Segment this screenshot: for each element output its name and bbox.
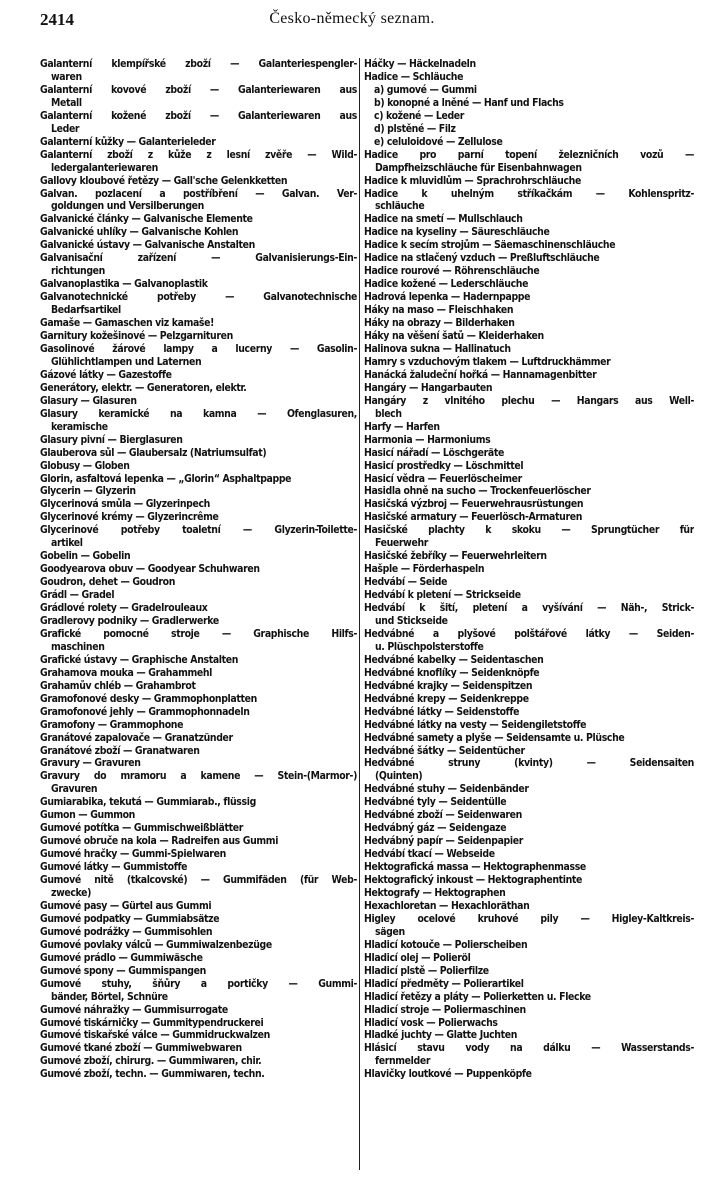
entry-term: Gasolinové žárové lampy a lucerny — Gasolin-	[40, 342, 357, 355]
entry-term: Hektografický inkoust — Hektographentinte	[364, 874, 583, 887]
entry-term: Hadice — Schläuche	[364, 70, 464, 83]
entry-term: Glycerinové potřeby toaletní — Glyzerin-Toilette-	[40, 524, 357, 537]
entry-term: Hedvábí — Seide	[364, 576, 448, 589]
index-entry	[364, 330, 694, 343]
index-entry	[364, 356, 694, 369]
entry-term: Hedvábí tkací — Webseide	[364, 848, 495, 861]
index-entry	[364, 421, 694, 434]
index-entry	[364, 265, 694, 278]
entry-term: Hladicí řetězy a pláty — Polierketten u. Flecke	[364, 990, 591, 1003]
entry-term: Gumové obruče na kola — Radreifen aus Gummi	[40, 835, 279, 848]
index-entry	[40, 576, 357, 589]
entry-term: Hadice kožené — Lederschläuche	[364, 278, 529, 291]
index-entry	[40, 874, 357, 900]
index-entry	[364, 745, 694, 758]
index-entry	[364, 1042, 694, 1068]
index-entry	[40, 965, 357, 978]
entry-term: Glasury keramické na kamna — Ofenglasuren,	[40, 407, 357, 420]
index-entry	[364, 498, 694, 511]
entry-term: Harmonia — Harmoniums	[364, 433, 491, 446]
index-entry	[364, 188, 694, 214]
index-entry	[364, 71, 694, 84]
entry-term: Hasicí vědra — Feuerlöscheimer	[364, 472, 522, 485]
index-entry	[364, 1004, 694, 1017]
entry-continuation: fernmelder	[375, 1055, 431, 1068]
index-entry	[40, 110, 357, 136]
entry-continuation: keramische	[51, 420, 108, 433]
entry-term: Hadice na smetí — Mullschlauch	[364, 213, 523, 226]
entry-term: Grádl — Gradel	[40, 589, 115, 602]
entry-term: Gravury do mramoru a kamene — Stein-(Marmor-)	[40, 770, 357, 783]
entry-term: Galanterní kožené zboží — Galanteriewaren aus	[40, 109, 357, 122]
index-entry	[364, 369, 694, 382]
index-entry	[364, 952, 694, 965]
index-entry	[364, 175, 694, 188]
entry-term: Gázové látky — Gazestoffe	[40, 368, 172, 381]
index-entry	[40, 498, 357, 511]
entry-term: Galvanotechnické potřeby — Galvanotechnische	[40, 291, 357, 304]
entry-term: Hangáry z vlnitého plechu — Hangars aus Well-	[364, 394, 694, 407]
index-entry	[364, 1029, 694, 1042]
index-entry	[40, 900, 357, 913]
index-entry	[364, 822, 694, 835]
index-entry	[364, 447, 694, 460]
entry-term: Háčky — Häckelnadeln	[364, 58, 476, 70]
entry-term: Gradlerovy podniky — Gradlerwerke	[40, 614, 219, 627]
index-entry	[364, 226, 694, 239]
index-entry	[40, 485, 357, 498]
entry-continuation: zwecke)	[51, 887, 92, 899]
index-entry	[40, 602, 357, 615]
entry-term: Hadice na stlačený vzduch — Preßluftschläuche	[364, 252, 600, 265]
index-entry	[364, 291, 694, 304]
entry-continuation: sägen	[375, 925, 405, 938]
entry-term: Galvanoplastika — Galvanoplastik	[40, 278, 208, 291]
entry-term: Hektografická massa — Hektographenmasse	[364, 861, 586, 874]
index-entry	[40, 939, 357, 952]
index-entry	[40, 654, 357, 667]
entry-term: Hedvábné látky — Seidenstoffe	[364, 705, 520, 718]
index-entry	[40, 239, 357, 252]
entry-term: Hedvábné látky na vesty — Seidengiletstoffe	[364, 718, 587, 731]
index-entry	[40, 550, 357, 563]
entry-term: Galanterní zboží z kůže z lesní zvěře — Wild-	[40, 148, 357, 161]
entry-term: Gumon — Gummon	[40, 809, 135, 822]
index-entry	[364, 434, 694, 447]
index-entry	[364, 473, 694, 486]
index-entry	[364, 97, 694, 110]
entry-term: c) kožené — Leder	[374, 109, 465, 122]
index-entry	[40, 278, 357, 291]
entry-term: Hlavičky loutkové — Puppenköpfe	[364, 1068, 532, 1081]
entry-term: Gumové pasy — Gürtel aus Gummi	[40, 899, 212, 912]
entry-term: Galanterní kůžky — Galanterieleder	[40, 135, 216, 148]
entry-term: Granátové zboží — Granatwaren	[40, 744, 200, 757]
entry-continuation: artikel	[51, 537, 83, 550]
index-entry	[40, 188, 357, 214]
entry-continuation: richtungen	[51, 265, 105, 278]
index-entry	[364, 460, 694, 473]
entry-term: Glycerinová smůla — Glyzerinpech	[40, 498, 210, 511]
entry-term: Hasidla ohně na sucho — Trockenfeuerlöscher	[364, 485, 591, 498]
index-entry	[40, 330, 357, 343]
entry-term: Gumiarabika, tekutá — Gummiarab., flüssig	[40, 796, 256, 809]
entry-term: Grádlové rolety — Gradelrouleaux	[40, 602, 208, 615]
entry-term: Gumové spony — Gummispangen	[40, 964, 206, 977]
entry-term: Gumové prádlo — Gummiwäsche	[40, 951, 203, 964]
entry-term: Grafické pomocné stroje — Graphische Hilfs-	[40, 627, 357, 640]
page-header	[40, 10, 664, 34]
left-column	[40, 58, 357, 1081]
entry-term: Hadice k mluvidlům — Sprachrohrschläuche	[364, 174, 581, 187]
entry-term: Gobelin — Gobelin	[40, 550, 131, 563]
entry-term: a) gumové — Gummi	[374, 83, 477, 96]
index-entry	[364, 550, 694, 563]
index-entry	[364, 395, 694, 421]
entry-term: Hedvábné samety a plyše — Seidensamte u. Plüsche	[364, 731, 625, 744]
index-entry	[40, 1042, 357, 1055]
index-entry	[40, 848, 357, 861]
index-entry	[364, 991, 694, 1004]
entry-continuation: bänder, Börtel, Schnüre	[51, 990, 168, 1003]
entry-term: Háky na obrazy — Bilderhaken	[364, 317, 515, 330]
index-entry	[364, 84, 694, 97]
entry-term: Hasičská výzbroj — Feuerwehrausrüstungen	[364, 498, 584, 511]
entry-continuation: Feuerwehr	[375, 537, 429, 550]
entry-term: Hladicí stroje — Poliermaschinen	[364, 1003, 526, 1016]
entry-continuation: u. Plüschpolsterstoffe	[375, 640, 484, 653]
index-entry	[40, 252, 357, 278]
index-entry	[364, 1068, 694, 1081]
entry-term: Gumové potítka — Gummischweißblätter	[40, 822, 243, 835]
index-entry	[364, 252, 694, 265]
index-entry	[40, 913, 357, 926]
index-entry	[40, 770, 357, 796]
index-entry	[364, 628, 694, 654]
index-entry	[40, 745, 357, 758]
entry-term: Hasičské žebříky — Feuerwehrleitern	[364, 550, 547, 563]
entry-term: Hedvábné stuhy — Seidenbänder	[364, 783, 529, 796]
entry-term: Hedvábné struny (kvinty) — Seidensaiten	[364, 757, 694, 770]
index-entry	[40, 434, 357, 447]
index-entry	[40, 563, 357, 576]
entry-term: Hexachloretan — Hexachloräthan	[364, 899, 530, 912]
entry-term: Hladké juchty — Glatte Juchten	[364, 1029, 518, 1042]
index-entry	[40, 408, 357, 434]
entry-term: Hasičské armatury — Feuerlösch-Armaturen	[364, 511, 583, 524]
index-entry	[40, 757, 357, 770]
entry-term: Glorin, asfaltová lepenka — „Glorin“ Asphaltpappe	[40, 472, 292, 485]
index-entry	[364, 239, 694, 252]
entry-term: Glasury pivní — Bierglasuren	[40, 433, 183, 446]
index-entry	[40, 926, 357, 939]
entry-term: Hedvábný gáz — Seidengaze	[364, 822, 507, 835]
index-entry	[364, 654, 694, 667]
index-entry	[364, 589, 694, 602]
index-entry	[364, 732, 694, 745]
index-entry	[364, 783, 694, 796]
entry-continuation: (Quinten)	[375, 770, 423, 783]
index-entry	[40, 511, 357, 524]
index-entry	[364, 149, 694, 175]
index-entry	[40, 1017, 357, 1030]
entry-term: Hašple — Förderhaspeln	[364, 563, 485, 576]
index-entry	[364, 693, 694, 706]
entry-continuation: und Stickseide	[375, 614, 448, 627]
entry-term: Hektografy — Hektographen	[364, 887, 506, 899]
entry-term: d) plstěné — Filz	[374, 122, 456, 135]
entry-term: Gumové povlaky válců — Gummiwalzenbezüge	[40, 938, 272, 951]
entry-term: Galvanické články — Galvanische Elemente	[40, 213, 253, 226]
index-entry	[364, 861, 694, 874]
index-entry	[40, 84, 357, 110]
entry-term: Galvanické uhlíky — Galvanische Kohlen	[40, 226, 239, 239]
entry-continuation: goldungen und Versilberungen	[51, 200, 204, 213]
index-entry	[40, 732, 357, 745]
index-entry	[40, 343, 357, 369]
entry-term: Galvanické ústavy — Galvanische Anstalten	[40, 239, 255, 252]
entry-term: Hadice pro parní topení železničních vozů —	[364, 148, 694, 161]
entry-continuation: schläuche	[375, 200, 425, 213]
entry-term: Hedvábí k šití, pletení a vyšívání — Näh-, Strick-	[364, 602, 694, 615]
index-entry	[364, 343, 694, 356]
entry-term: Hanácká žaludeční hořká — Hannamagenbitter	[364, 368, 597, 381]
entry-term: Hadice na kyseliny — Säureschläuche	[364, 226, 550, 239]
index-entry	[40, 317, 357, 330]
entry-term: Hadice k uhelným stříkačkám — Kohlenspritz-	[364, 187, 694, 200]
index-entry	[364, 278, 694, 291]
entry-term: Galanterní klempířské zboží — Galanteriespengler-	[40, 58, 357, 70]
index-entry	[364, 835, 694, 848]
entry-continuation: maschinen	[51, 640, 105, 653]
index-entry	[364, 719, 694, 732]
index-entry	[40, 809, 357, 822]
entry-term: Hedvábné krepy — Seidenkreppe	[364, 692, 529, 705]
entry-term: Higley ocelové kruhové pily — Higley-Kaltkreis-	[364, 912, 694, 925]
entry-term: Hladicí olej — Polieröl	[364, 951, 471, 964]
page-number: 2414	[40, 10, 74, 29]
index-entry	[40, 382, 357, 395]
index-entry	[40, 524, 357, 550]
index-entry	[40, 796, 357, 809]
index-entry	[40, 589, 357, 602]
entry-term: Háky na maso — Fleischhaken	[364, 304, 514, 317]
entry-term: Galvan. pozlacení a postříbření — Galvan. Ver-	[40, 187, 357, 200]
index-entry	[364, 110, 694, 123]
entry-term: Hladicí předměty — Polierartikel	[364, 977, 524, 990]
entry-term: Hedvábí k pletení — Strickseide	[364, 589, 521, 602]
entry-term: Gallovy kloubové řetězy — Gall'sche Gelenkketten	[40, 174, 288, 187]
index-entry	[364, 900, 694, 913]
entry-term: Grahamův chléb — Grahambrot	[40, 679, 196, 692]
entry-term: e) celuloidové — Zellulose	[374, 135, 503, 148]
index-entry	[364, 978, 694, 991]
entry-continuation: Metall	[51, 96, 82, 109]
entry-term: Gumové tiskárničky — Gummitypendruckerei	[40, 1016, 264, 1029]
entry-term: Globusy — Globen	[40, 459, 130, 472]
entry-term: Hedvábné krajky — Seidenspitzen	[364, 679, 533, 692]
index-entry	[40, 1068, 357, 1081]
entry-term: Goudron, dehet — Goudron	[40, 576, 176, 589]
entry-continuation: Leder	[51, 122, 80, 135]
entry-term: Hadrová lepenka — Hadernpappe	[364, 291, 531, 304]
entry-term: Glycerin — Glyzerin	[40, 485, 136, 498]
entry-continuation: Dampfheizschläuche für Eisenbahnwagen	[375, 161, 582, 174]
index-entry	[364, 796, 694, 809]
entry-term: Harfy — Harfen	[364, 420, 440, 433]
index-entry	[40, 1029, 357, 1042]
entry-term: b) konopné a lněné — Hanf und Flachs	[374, 96, 564, 109]
index-entry	[364, 706, 694, 719]
index-entry	[40, 213, 357, 226]
index-entry	[40, 615, 357, 628]
entry-term: Gumové náhražky — Gummisurrogate	[40, 1003, 228, 1016]
entry-term: Gumové zboží, chirurg. — Gummiwaren, chir.	[40, 1055, 262, 1068]
index-entry	[40, 835, 357, 848]
entry-term: Grafické ústavy — Graphische Anstalten	[40, 653, 239, 666]
entry-term: Halinova sukna — Hallinatuch	[364, 342, 511, 355]
entry-term: Hlásicí stavu vody na dálku — Wasserstands-	[364, 1042, 694, 1055]
index-entry	[40, 680, 357, 693]
index-entry	[40, 291, 357, 317]
entry-term: Hedvábné a plyšové polštářové látky — Seiden-	[364, 627, 694, 640]
index-entry	[364, 136, 694, 149]
index-entry	[364, 304, 694, 317]
index-entry	[40, 175, 357, 188]
entry-term: Gumové podrážky — Gummisohlen	[40, 925, 213, 938]
index-entry	[40, 978, 357, 1004]
index-entry	[40, 628, 357, 654]
index-entry	[364, 1017, 694, 1030]
index-entry	[40, 706, 357, 719]
index-entry	[40, 861, 357, 874]
index-entry	[364, 680, 694, 693]
index-entry	[40, 226, 357, 239]
index-entry	[364, 317, 694, 330]
entry-term: Gumové stuhy, šňůry a portičky — Gummi-	[40, 977, 357, 990]
index-entry	[40, 952, 357, 965]
entry-term: Hasičské plachty k skoku — Sprungtücher für	[364, 524, 694, 537]
entry-term: Hasicí nářadí — Löschgeräte	[364, 446, 504, 459]
entry-term: Glasury — Glasuren	[40, 394, 137, 407]
entry-term: Gramofonové jehly — Grammophonnadeln	[40, 705, 250, 718]
index-entry	[364, 511, 694, 524]
entry-term: Hedvábné zboží — Seidenwaren	[364, 809, 522, 822]
entry-term: Granátové zapalovače — Granatzünder	[40, 731, 233, 744]
entry-term: Hedvábné kabelky — Seidentaschen	[364, 653, 544, 666]
entry-term: Generátory, elektr. — Generatoren, elektr.	[40, 381, 247, 394]
entry-term: Hadice rourové — Röhrenschläuche	[364, 265, 540, 278]
index-entry	[364, 809, 694, 822]
entry-term: Gramofony — Grammophone	[40, 718, 184, 731]
entry-term: Hedvábný papír — Seidenpapier	[364, 835, 523, 848]
index-entry	[40, 149, 357, 175]
index-entry	[40, 719, 357, 732]
index-entry	[364, 213, 694, 226]
entry-continuation: Glühlichtlampen und Laternen	[51, 355, 202, 368]
entry-continuation: ledergalanteriewaren	[51, 161, 158, 174]
index-entry	[364, 667, 694, 680]
entry-term: Háky na věšení šatů — Kleiderhaken	[364, 330, 544, 343]
entry-term: Grahamova mouka — Grahammehl	[40, 666, 213, 679]
index-entry	[40, 822, 357, 835]
entry-term: Galanterní kovové zboží — Galanteriewaren aus	[40, 83, 357, 96]
right-column	[364, 58, 694, 1081]
entry-term: Hedvábné knoflíky — Seidenknöpfe	[364, 666, 540, 679]
index-entry	[40, 395, 357, 408]
entry-term: Glauberova sůl — Glaubersalz (Natriumsulfat)	[40, 446, 267, 459]
index-entry	[364, 58, 694, 71]
entry-term: Galvanisační zařízení — Galvanisierungs-Ein-	[40, 252, 357, 265]
entry-term: Gravury — Gravuren	[40, 757, 141, 770]
entry-term: Gramofonové desky — Grammophonplatten	[40, 692, 257, 705]
entry-term: Gumové látky — Gummistoffe	[40, 861, 188, 874]
entry-term: Hadice k secím strojům — Säemaschinenschläuche	[364, 239, 616, 252]
index-entry	[40, 136, 357, 149]
index-entry	[364, 757, 694, 783]
index-entry	[364, 602, 694, 628]
index-entry	[40, 667, 357, 680]
index-entry	[364, 939, 694, 952]
index-entry	[364, 485, 694, 498]
column-divider	[359, 58, 360, 1170]
entry-continuation: Bedarfsartikel	[51, 304, 121, 317]
index-entry	[364, 887, 694, 900]
index-entry	[364, 123, 694, 136]
index-entry	[364, 563, 694, 576]
index-entry	[40, 473, 357, 486]
index-entry	[40, 369, 357, 382]
index-entry	[40, 58, 357, 84]
entry-term: Gumové tkané zboží — Gummiwebwaren	[40, 1042, 242, 1055]
entry-term: Hasicí prostředky — Löschmittel	[364, 459, 524, 472]
entry-term: Hangáry — Hangarbauten	[364, 381, 493, 394]
entry-term: Hladicí plstě — Polierfilze	[364, 964, 489, 977]
entry-term: Hladicí kotouče — Polierscheiben	[364, 938, 528, 951]
index-entry	[40, 447, 357, 460]
index-entry	[364, 576, 694, 589]
entry-term: Gumové podpatky — Gummiabsätze	[40, 912, 220, 925]
entry-continuation: blech	[375, 407, 402, 420]
index-entry	[40, 1004, 357, 1017]
entry-term: Gumové hračky — Gummi-Spielwaren	[40, 848, 226, 861]
entry-term: Hamry s vzduchovým tlakem — Luftdruckhämmer	[364, 355, 611, 368]
index-entry	[364, 874, 694, 887]
entry-term: Garnitury kožešinové — Pelzgarnituren	[40, 330, 233, 343]
entry-term: Gumové zboží, techn. — Gummiwaren, techn.	[40, 1068, 265, 1081]
index-entry	[40, 693, 357, 706]
entry-term: Hedvábné šátky — Seidentücher	[364, 744, 525, 757]
entry-term: Hedvábné tyly — Seidentülle	[364, 796, 507, 809]
entry-term: Gumové nitě (tkalcovské) — Gummifäden (für Web-	[40, 874, 357, 887]
index-entry	[364, 382, 694, 395]
index-entry	[364, 965, 694, 978]
index-entry	[364, 913, 694, 939]
entry-term: Gamaše — Gamaschen viz kamaše!	[40, 317, 215, 330]
entry-term: Hladicí vosk — Polierwachs	[364, 1016, 498, 1029]
index-entry	[40, 460, 357, 473]
entry-term: Goodyearova obuv — Goodyear Schuhwaren	[40, 563, 260, 576]
index-entry	[364, 524, 694, 550]
entry-term: Gumové tiskařské válce — Gummidruckwalzen	[40, 1029, 270, 1042]
entry-term: Glycerinové krémy — Glyzerincrême	[40, 511, 219, 524]
page-title: Česko-německý seznam.	[269, 10, 435, 27]
entry-continuation: waren	[51, 70, 82, 83]
index-entry	[40, 1055, 357, 1068]
index-entry	[364, 848, 694, 861]
entry-continuation: Gravuren	[51, 783, 98, 796]
